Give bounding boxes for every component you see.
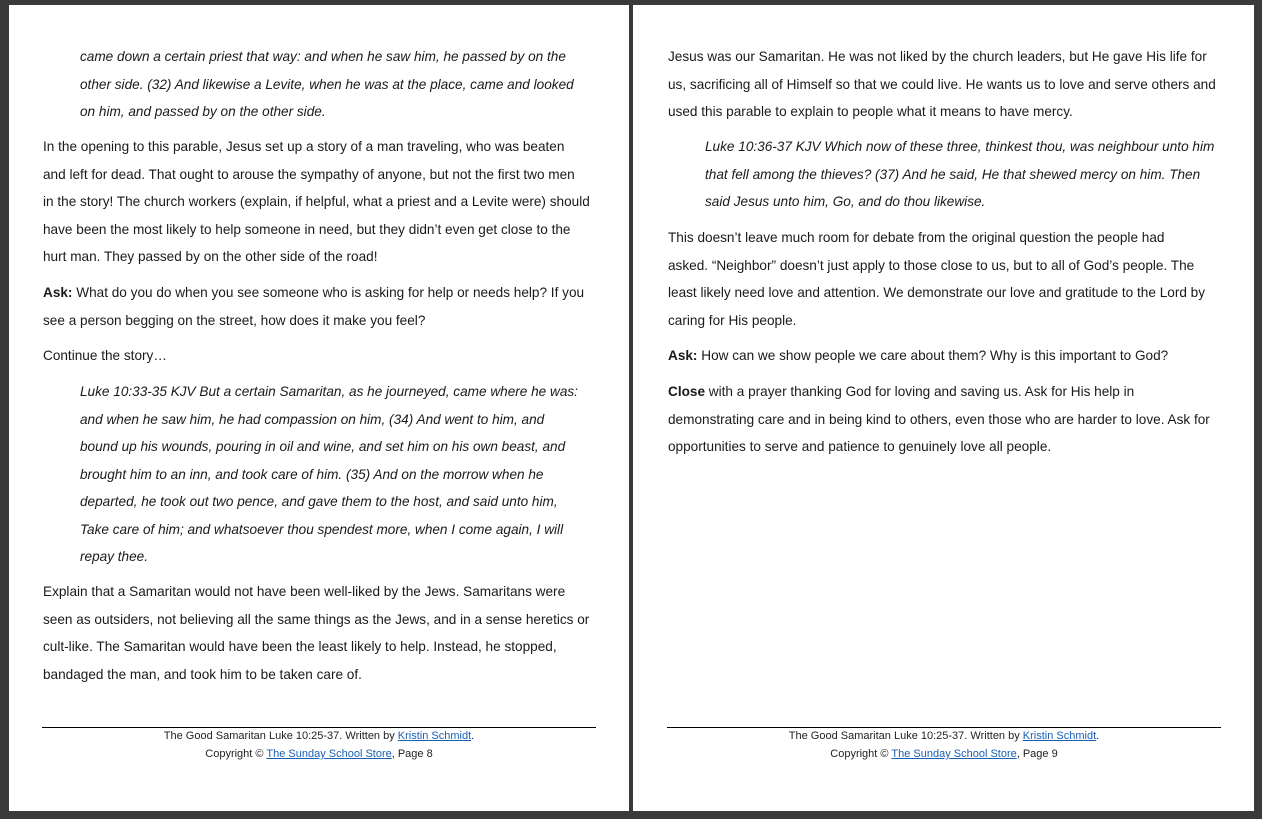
line-text: demonstrating care and in being kind to others, even those who are harder to love. Ask for (668, 411, 1210, 427)
line-text: on him, and passed by on the other side. (80, 104, 326, 119)
body-paragraph (43, 133, 603, 271)
line-text: see a person begging on the street, how does it make you feel? (43, 312, 426, 328)
text-line (43, 279, 603, 307)
text-line (668, 406, 1228, 434)
line-text: Luke 10:36-37 KJV Which now of these three, thinkest thou, was neighbour unto him (705, 139, 1215, 154)
line-text: How can we show people we care about them? Why is this important to God? (697, 348, 1169, 363)
text-line (43, 133, 603, 161)
text-line (668, 252, 1228, 280)
line-text: Jesus was our Samaritan. He was not liked by the church leaders, but He gave His life for (668, 49, 1207, 64)
text-line (705, 133, 1254, 161)
line-text: brought him to an inn, and took care of him. (35) And on the morrow when he (80, 466, 544, 482)
line-text: What do you do when you see someone who is asking for help or needs help? If you (72, 285, 585, 300)
footer-line-copyright (667, 745, 1221, 763)
text-line (80, 488, 629, 516)
text-line (668, 279, 1228, 307)
line-text: hurt man. They passed by on the other side of the road! (43, 249, 378, 264)
text-line (80, 433, 629, 461)
copyright-text: Copyright © (830, 748, 892, 760)
line-text: asked. “Neighbor” doesn’t just apply to those close to us, but to all of God’s people. The (668, 257, 1195, 273)
document-page-left (9, 5, 629, 811)
text-line (43, 661, 603, 689)
text-line (80, 71, 629, 99)
line-text: that fell among the thieves? (37) And he said, He that shewed mercy on him. Then (705, 166, 1201, 182)
lead-label: Ask: (668, 348, 698, 363)
line-text: have been the most likely to help someone in need, but they didn’t even get close to the (43, 221, 571, 237)
line-text: bound up his wounds, pouring in oil and wine, and set him on his own beast, and (80, 439, 566, 454)
footer-line-credit (667, 727, 1221, 745)
line-text: repay thee. (80, 549, 149, 564)
line-text: Explain that a Samaritan would not have been well-liked by the Jews. Samaritans were (43, 584, 566, 599)
text-line (80, 516, 629, 544)
text-line (43, 633, 603, 661)
body-paragraph (668, 342, 1228, 370)
line-text: with a prayer thanking God for loving and saving us. Ask for His help in (705, 384, 1135, 399)
text-line (705, 188, 1254, 216)
text-line (668, 98, 1228, 126)
body-paragraph (668, 224, 1228, 334)
text-line (80, 461, 629, 489)
line-text: departed, he took out two pence, and gave them to the host, and said unto him, (80, 494, 558, 509)
line-text: least likely need love and attention. We demonstrate our love and gratitude to the Lord by (668, 285, 1206, 300)
line-text: opportunities to serve and patience to genuinely love all people. (668, 439, 1052, 454)
line-text: caring for His people. (668, 312, 797, 328)
footer-period: . (1096, 730, 1100, 742)
scripture-quote (80, 378, 629, 571)
line-text: In the opening to this parable, Jesus set up a story of a man traveling, who was beaten (43, 139, 565, 154)
footer-period: . (471, 730, 475, 742)
line-text: said Jesus unto him, Go, and do thou likewise. (705, 194, 986, 209)
author-link[interactable]: Kristin Schmidt (397, 730, 472, 742)
line-text: Luke 10:33-35 KJV But a certain Samaritan, as he journeyed, came where he was: (80, 384, 578, 399)
text-line (668, 433, 1228, 461)
page-number: , Page 8 (391, 748, 433, 760)
line-text: cult-like. The Samaritan would have been the least likely to help. Instead, he stopped, (43, 639, 557, 654)
text-line (705, 161, 1254, 189)
store-link[interactable]: The Sunday School Store (891, 748, 1017, 760)
scripture-quote (705, 133, 1254, 216)
document-page-right (633, 5, 1254, 811)
page-footer (667, 727, 1221, 763)
lead-label: Ask: (43, 285, 73, 300)
line-text: Continue the story… (43, 348, 167, 363)
text-line (80, 98, 629, 126)
text-line (43, 188, 603, 216)
text-line (43, 342, 603, 370)
store-link[interactable]: The Sunday School Store (266, 748, 392, 760)
lead-label: Close (668, 384, 706, 399)
text-line (43, 578, 603, 606)
line-text: Take care of him; and whatsoever thou spendest more, when I come again, I will (80, 521, 564, 537)
text-line (80, 543, 629, 571)
line-text: us, sacrificing all of Himself so that we could live. He wants us to love and serve others and (668, 76, 1216, 92)
text-line (668, 71, 1228, 99)
text-line (43, 243, 603, 271)
copyright-text: Copyright © (205, 748, 267, 760)
text-line (80, 406, 629, 434)
text-line (80, 43, 629, 71)
footer-title-text: The Good Samaritan Luke 10:25-37. Written by (788, 730, 1023, 742)
text-line (668, 43, 1228, 71)
scripture-quote (80, 43, 629, 126)
footer-line-copyright (42, 745, 596, 763)
text-line (668, 342, 1228, 370)
author-link[interactable]: Kristin Schmidt (1022, 730, 1097, 742)
line-text: and left for dead. That ought to arouse the sympathy of anyone, but not the first two men (43, 166, 575, 182)
footer-line-credit (42, 727, 596, 745)
text-line (43, 606, 603, 634)
line-text: in the story! The church workers (explain, if helpful, what a priest and a Levite were) should (43, 194, 590, 209)
line-text: came down a certain priest that way: and when he saw him, he passed by on the (80, 49, 566, 64)
text-line (668, 378, 1228, 406)
body-paragraph (668, 43, 1228, 126)
line-text: seen as outsiders, not believing all the same things as the Jews, and in a sense heretics or (43, 611, 590, 627)
text-line (668, 307, 1228, 335)
body-paragraph (43, 279, 603, 334)
text-line (80, 378, 629, 406)
text-line (43, 216, 603, 244)
text-line (43, 307, 603, 335)
line-text: bandaged the man, and took him to be taken care of. (43, 666, 362, 682)
page-footer (42, 727, 596, 763)
line-text: This doesn’t leave much room for debate from the original question the people had (668, 230, 1165, 245)
line-text: used this parable to explain to people what it means to have mercy. (668, 104, 1073, 119)
body-paragraph (668, 378, 1228, 461)
text-line (668, 224, 1228, 252)
body-paragraph (43, 578, 603, 688)
text-line (43, 161, 603, 189)
line-text: and when he saw him, he had compassion on him, (34) And went to him, and (80, 411, 545, 427)
line-text: other side. (32) And likewise a Levite, when he was at the place, came and looked (80, 76, 574, 92)
page-number: , Page 9 (1016, 748, 1058, 760)
footer-title-text: The Good Samaritan Luke 10:25-37. Written by (163, 730, 398, 742)
body-paragraph (43, 342, 603, 370)
